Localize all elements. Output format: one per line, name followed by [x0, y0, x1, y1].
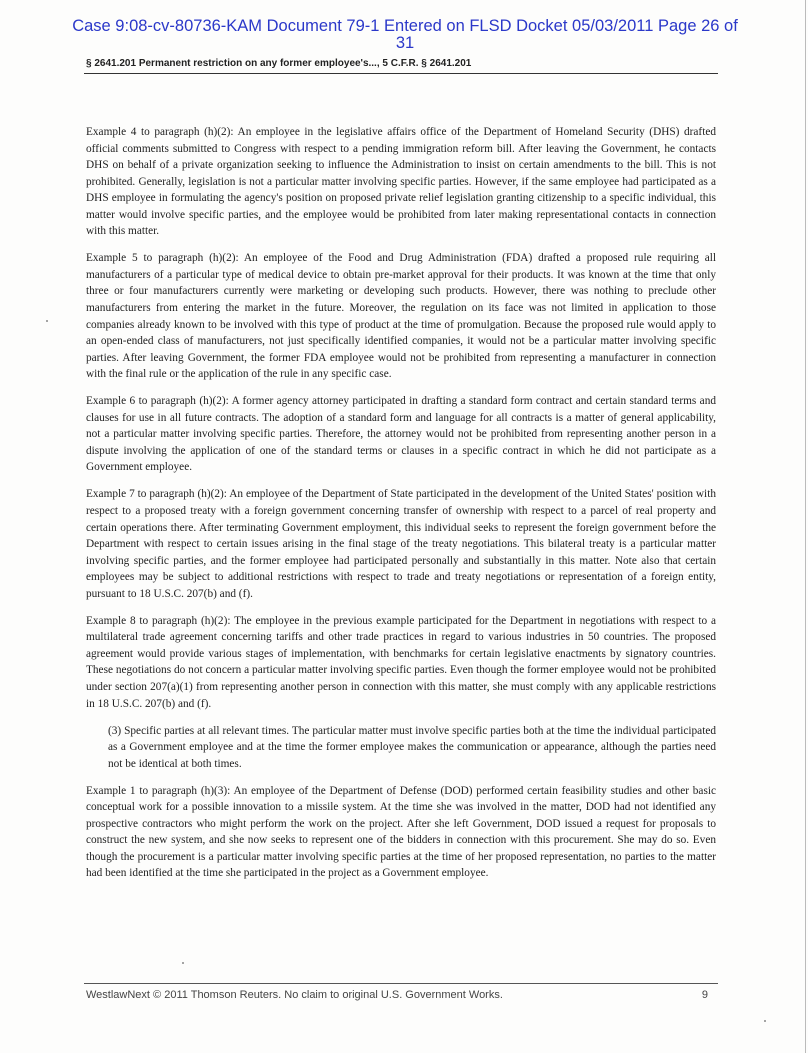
footer-rights: © 2011 Thomson Reuters. No claim to original U.S. Government Works.	[153, 989, 503, 1001]
scan-speck	[46, 320, 48, 322]
example-4-paragraph: Example 4 to paragraph (h)(2): An employee in the legislative affairs office of the Department of Homeland Security (DHS) drafted official comments submitted to Congress with respect to a pending immigration reform bill. After leaving the Government, he contacts DHS on behalf of a private organization seeking to influence the Administration to insist on certain amendments to the bill. This is not prohibited. Generally, legislation is not a particular matter involving specific parties. However, if the same employee had participated as a DHS employee in formulating the agency's position on proposed private relief legislation granting citizenship to a specific individual, this matter would involve specific parties, and the employee would be prohibited from later making representational contacts in connection with this matter.	[86, 126, 716, 238]
filing-header-line2: 31	[395, 34, 415, 52]
regulation-body	[86, 124, 716, 892]
header-divider	[84, 73, 718, 74]
page-number: 9	[701, 989, 708, 1001]
footer-divider	[84, 983, 718, 984]
footer-copyright	[86, 989, 503, 1001]
scan-edge-line	[805, 0, 806, 1053]
scan-speck	[764, 1020, 766, 1022]
example-1-h3-paragraph: Example 1 to paragraph (h)(3): An employee of the Department of Defense (DOD) performed certain feasibility studies and other basic conceptual work for a possible innovation to a missile system. At the time she was involved in the matter, DOD had not identified any prospective contractors who might perform the work on the project. After she left Government, DOD issued a request for proposals to construct the new system, and she now seeks to represent one of the bidders in connection with this procurement. She may do so. Even though the procurement is a particular matter involving specific parties at the time of her proposed representation, no parties to the matter had been identified at the time she participated in the project as a Government employee.	[86, 784, 716, 880]
westlaw-brand: WestlawNext	[86, 989, 150, 1001]
court-filing-header	[50, 18, 760, 52]
example-8-paragraph: Example 8 to paragraph (h)(2): The employee in the previous example participated for the Department in negotiations with respect to a multilateral trade agreement concerning tariffs and other trade practices in regard to various industries in 50 countries. The proposed agreement would provide various stages of implementation, with benchmarks for certain legislative enactments by signatory countries. These negotiations do not concern a particular matter involving specific parties. Even though the former employee would not be prohibited under section 207(a)(1) from representing another person in connection with this matter, she must comply with any applicable restrictions in 18 U.S.C. 207(b) and (f).	[86, 614, 716, 710]
filing-header-line1: Case 9:08-cv-80736-KAM Document 79-1 Entered on FLSD Docket 05/03/2011 Page 26 of	[72, 17, 738, 35]
scan-speck	[182, 962, 184, 964]
example-6-paragraph: Example 6 to paragraph (h)(2): A former agency attorney participated in drafting a standard form contract and certain standard terms and clauses for use in all future contracts. The adoption of a standard form and language for all contracts is a matter of general applicability, not a particular matter involving specific parties. Therefore, the attorney would not be prohibited from representing another person in a dispute involving the application of one of the standard terms or clauses in a specific contract in which he did not participate as a Government employee.	[86, 395, 716, 474]
running-citation: § 2641.201 Permanent restriction on any former employee's..., 5 C.F.R. § 2641.201	[86, 58, 472, 69]
example-5-paragraph: Example 5 to paragraph (h)(2): An employee of the Food and Drug Administration (FDA) drafted a proposed rule requiring all manufacturers of a particular type of medical device to obtain pre-market approval for their products. It was known at the time that only three or four manufacturers currently were marketing or developing such products. However, there was nothing to preclude other manufacturers from entering the market in the future. Moreover, the regulation on its face was not limited in application to those companies already known to be involved with this type of product at the time of promulgation. Because the proposed rule would apply to an open-ended class of manufacturers, not just specifically identified companies, it would not be a particular matter involving specific parties. After leaving Government, the former FDA employee would not be prohibited from representing a manufacturer in connection with the final rule or the application of the rule in any specific case.	[86, 252, 716, 381]
page-footer	[86, 989, 708, 1001]
subsection-h3-paragraph: (3) Specific parties at all relevant times. The particular matter must involve specific parties both at the time the individual participated as a Government employee and at the time the former employee makes the communication or appearance, although the parties need not be identical at both times.	[108, 724, 716, 770]
example-7-paragraph: Example 7 to paragraph (h)(2): An employee of the Department of State participated in the development of the United States' position with respect to a proposed treaty with a foreign government concerning transfer of ownership with respect to a parcel of real property and certain operations there. After terminating Government employment, this individual seeks to represent the foreign government before the Department with respect to certain issues arising in the final stage of the treaty negotiations. This bilateral treaty is a particular matter involving specific parties, and the former employee had participated personally and substantially in this matter. Note also that certain employees may be subject to additional restrictions with respect to trade and treaty negotiations or representation of a foreign entity, pursuant to 18 U.S.C. 207(b) and (f).	[86, 488, 716, 600]
